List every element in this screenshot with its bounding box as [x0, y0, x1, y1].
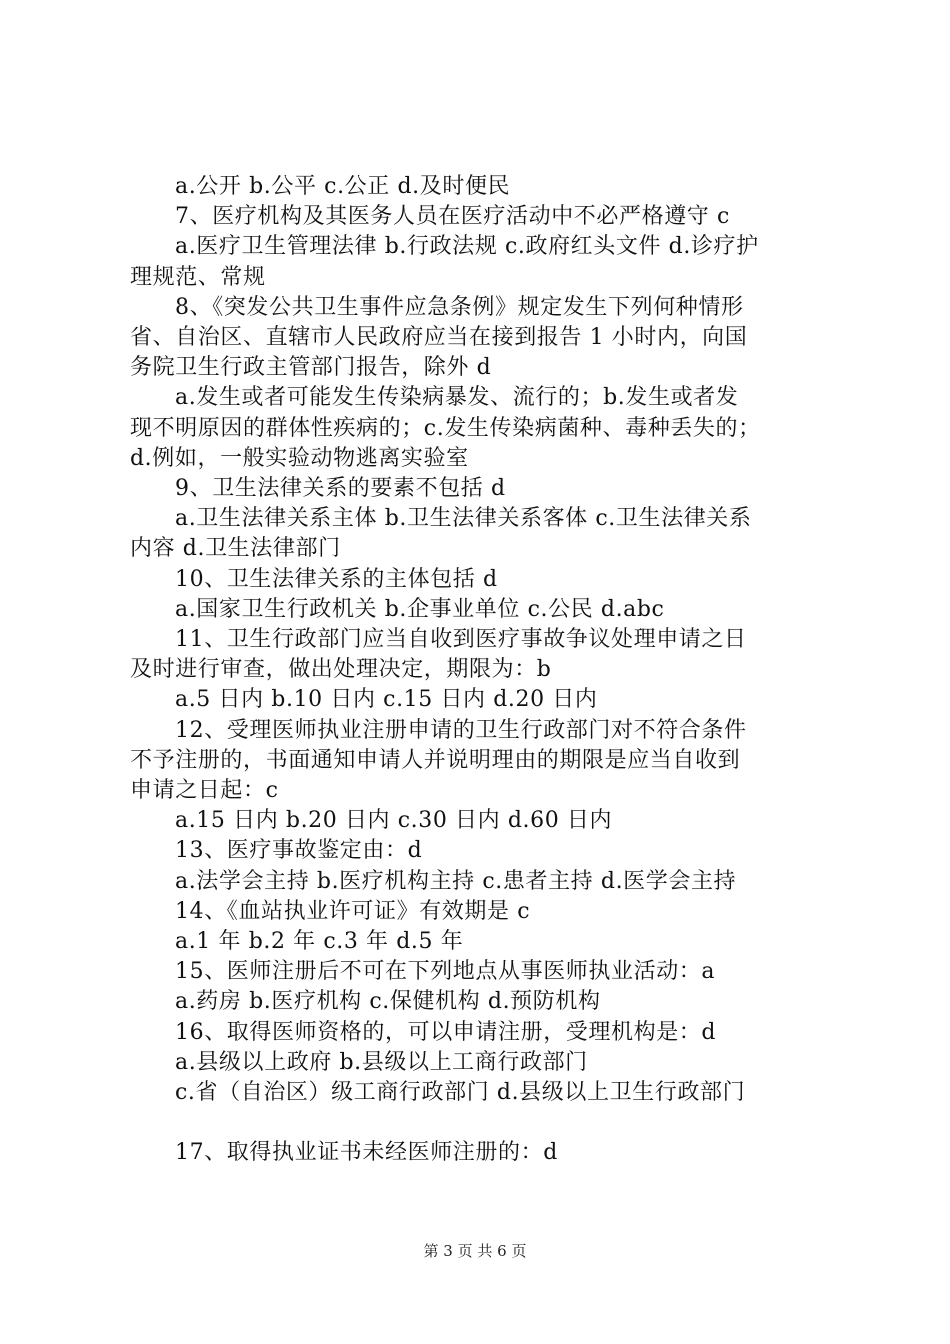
answer-line-q7: a.医疗卫生管理法律 b.行政法规 c.政府红头文件 d.诊疗护 — [175, 234, 759, 260]
paragraph-gap — [130, 1108, 835, 1138]
question-7: 7、医疗机构及其医务人员在医疗活动中不必严格遵守 c — [175, 204, 730, 230]
answer-line-q15: a.药房 b.医疗机构 c.保健机构 d.预防机构 — [175, 989, 601, 1015]
question-11-cont: 及时进行审查，做出处理决定，期限为：b — [130, 657, 552, 683]
question-10: 10、卫生法律关系的主体包括 d — [175, 566, 498, 592]
question-12-cont-2: 申请之日起：c — [130, 778, 279, 804]
answer-line-q11: a.5 日内 b.10 日内 c.15 日内 d.20 日内 — [175, 687, 598, 713]
question-16: 16、取得医师资格的，可以申请注册，受理机构是：d — [175, 1019, 717, 1045]
question-15: 15、医师注册后不可在下列地点从事医师执业活动：a — [175, 959, 716, 985]
question-9: 9、卫生法律关系的要素不包括 d — [175, 476, 506, 502]
answer-line-q7-cont: 理规范、常规 — [130, 264, 266, 290]
answer-line-q8-cont-1: 现不明原因的群体性疾病的；c.发生传染病菌种、毒种丢失的； — [130, 415, 761, 441]
question-12-cont-1: 不予注册的，书面通知申请人并说明理由的期限是应当自收到 — [130, 747, 741, 773]
answer-line-q13: a.法学会主持 b.医疗机构主持 c.患者主持 d.医学会主持 — [175, 868, 737, 894]
answer-line-q10: a.国家卫生行政机关 b.企事业单位 c.公民 d.abc — [175, 596, 665, 622]
answer-line-q9: a.卫生法律关系主体 b.卫生法律关系客体 c.卫生法律关系 — [175, 506, 752, 532]
answer-line-q14: a.1 年 b.2 年 c.3 年 d.5 年 — [175, 929, 464, 955]
question-8-cont-1: 省、自治区、直辖市人民政府应当在接到报告 1 小时内，向国 — [130, 325, 748, 351]
question-13: 13、医疗事故鉴定由：d — [175, 838, 423, 864]
page-footer: 第 3 页 共 6 页 — [423, 1242, 527, 1260]
document-body — [130, 172, 835, 1169]
question-8: 8、《突发公共卫生事件应急条例》规定发生下列何种情形 — [175, 294, 744, 320]
answer-line-q8-cont-2: d.例如，一般实验动物逃离实验室 — [130, 445, 469, 471]
question-8-cont-2: 务院卫生行政主管部门报告，除外 d — [130, 355, 492, 381]
question-17: 17、取得执业证书未经医师注册的：d — [175, 1140, 558, 1166]
answer-line-q6: a.公开 b.公平 c.公正 d.及时便民 — [175, 174, 511, 199]
question-11: 11、卫生行政部门应当自收到医疗事故争议处理申请之日 — [175, 627, 747, 653]
question-12: 12、受理医师执业注册申请的卫生行政部门对不符合条件 — [175, 717, 747, 743]
answer-line-q16-cont: c.省（自治区）级工商行政部门 d.县级以上卫生行政部门 — [175, 1080, 746, 1106]
answer-line-q8: a.发生或者可能发生传染病暴发、流行的；b.发生或者发 — [175, 385, 739, 411]
question-14: 14、《血站执业许可证》有效期是 c — [175, 898, 531, 924]
answer-line-q9-cont: 内容 d.卫生法律部门 — [130, 536, 341, 562]
answer-line-q12: a.15 日内 b.20 日内 c.30 日内 d.60 日内 — [175, 808, 613, 834]
answer-line-q16: a.县级以上政府 b.县级以上工商行政部门 — [175, 1049, 588, 1075]
